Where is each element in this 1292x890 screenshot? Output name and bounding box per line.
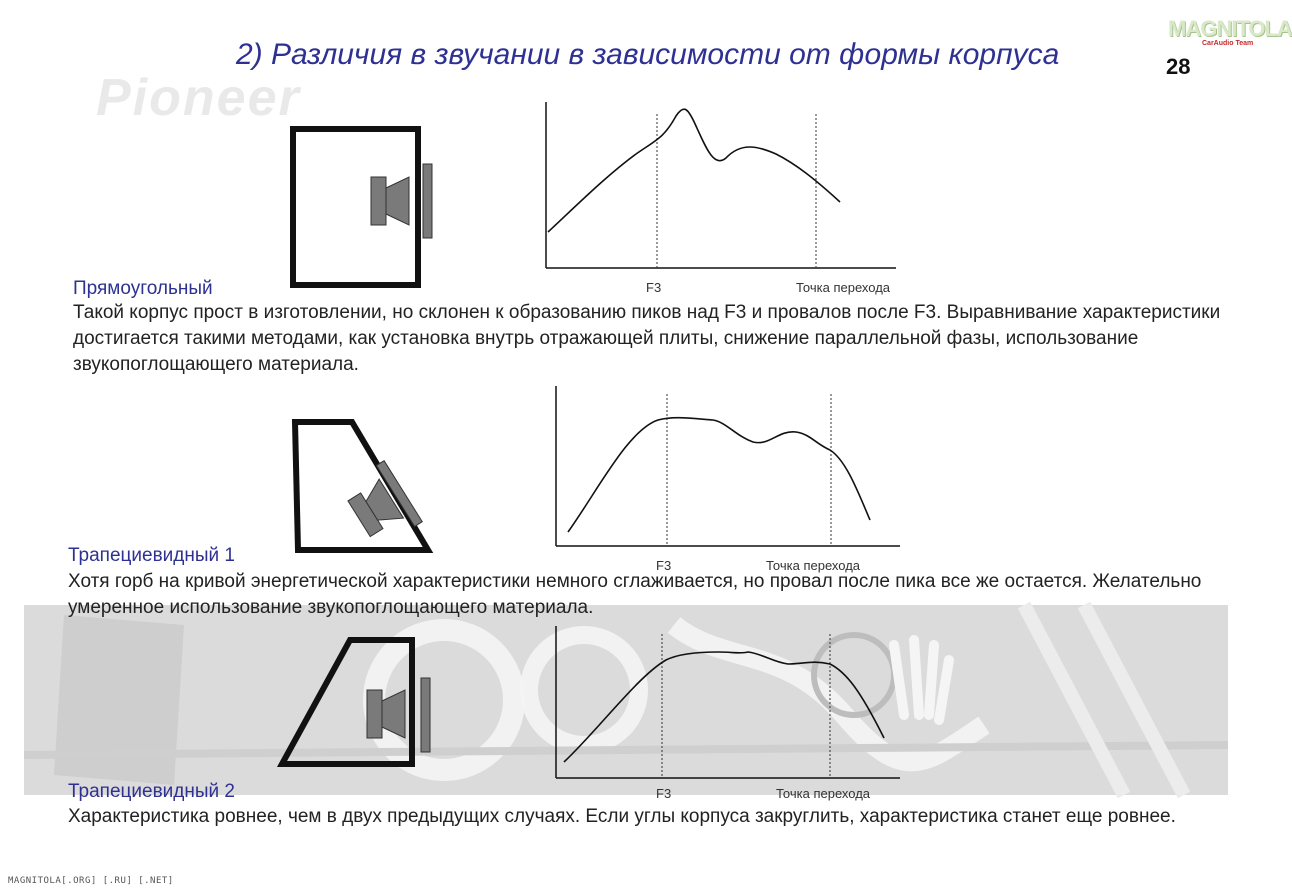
section-title-trapezoid2: Трапециевидный 2 bbox=[68, 781, 235, 802]
section-description-trapezoid2: Характеристика ровнее, чем в двух предыдущих случаях. Если углы корпуса закруглить, характеристика станет еще ровнее. bbox=[68, 806, 1176, 827]
transition-point-label: Точка перехода bbox=[766, 558, 861, 573]
page-number: 28 bbox=[1166, 54, 1191, 79]
f3-label: F3 bbox=[656, 786, 672, 801]
speaker-magnet bbox=[371, 177, 386, 225]
response-curve bbox=[548, 109, 840, 232]
response-chart-2 bbox=[548, 380, 920, 584]
speaker-baffle bbox=[423, 164, 432, 238]
response-curve bbox=[568, 418, 870, 532]
enclosure-trapezoid2-diagram bbox=[270, 628, 440, 774]
f3-label: F3 bbox=[656, 558, 672, 573]
enclosure-rectangular-diagram bbox=[280, 120, 440, 295]
transition-point-label: Точка перехода bbox=[796, 280, 891, 295]
response-chart-3 bbox=[548, 620, 920, 804]
speaker-cone bbox=[386, 177, 409, 225]
enclosure-box bbox=[295, 422, 428, 550]
transition-point-label: Точка перехода bbox=[776, 786, 871, 801]
magnitola-logo: MAGNITOLA bbox=[1168, 16, 1292, 41]
enclosure-trapezoid1-diagram bbox=[284, 412, 444, 562]
response-curve bbox=[564, 652, 884, 762]
section-title-trapezoid1: Трапециевидный 1 bbox=[68, 545, 235, 566]
section-description-rectangular: Такой корпус прост в изготовлении, но склонен к образованию пиков над F3 и провалов после F3. Выравнивание характеристики достигается такими методами, как установка внутрь отражающей плиты, снижение параллельной фазы, использование звукопоглощающего материала. bbox=[73, 302, 1221, 375]
response-chart-1 bbox=[536, 96, 908, 300]
footer-url: MAGNITOLA[.ORG] [.RU] [.NET] bbox=[8, 876, 174, 886]
speaker-cone bbox=[382, 690, 405, 738]
speaker-baffle bbox=[421, 678, 430, 752]
logo-subtitle: CarAudio Team bbox=[1202, 40, 1254, 47]
section-description-trapezoid1: Хотя горб на кривой энергетической характеристики немного сглаживается, но провал после пика все же остается. Желательно умеренное использование звукопоглощающего материала. bbox=[68, 571, 1202, 618]
section-title-rectangular: Прямоугольный bbox=[73, 278, 213, 299]
f3-label: F3 bbox=[646, 280, 662, 295]
pioneer-watermark: Pioneer bbox=[96, 69, 301, 127]
page-title: 2) Различия в звучании в зависимости от формы корпуса bbox=[236, 38, 1060, 71]
speaker-magnet bbox=[367, 690, 382, 738]
